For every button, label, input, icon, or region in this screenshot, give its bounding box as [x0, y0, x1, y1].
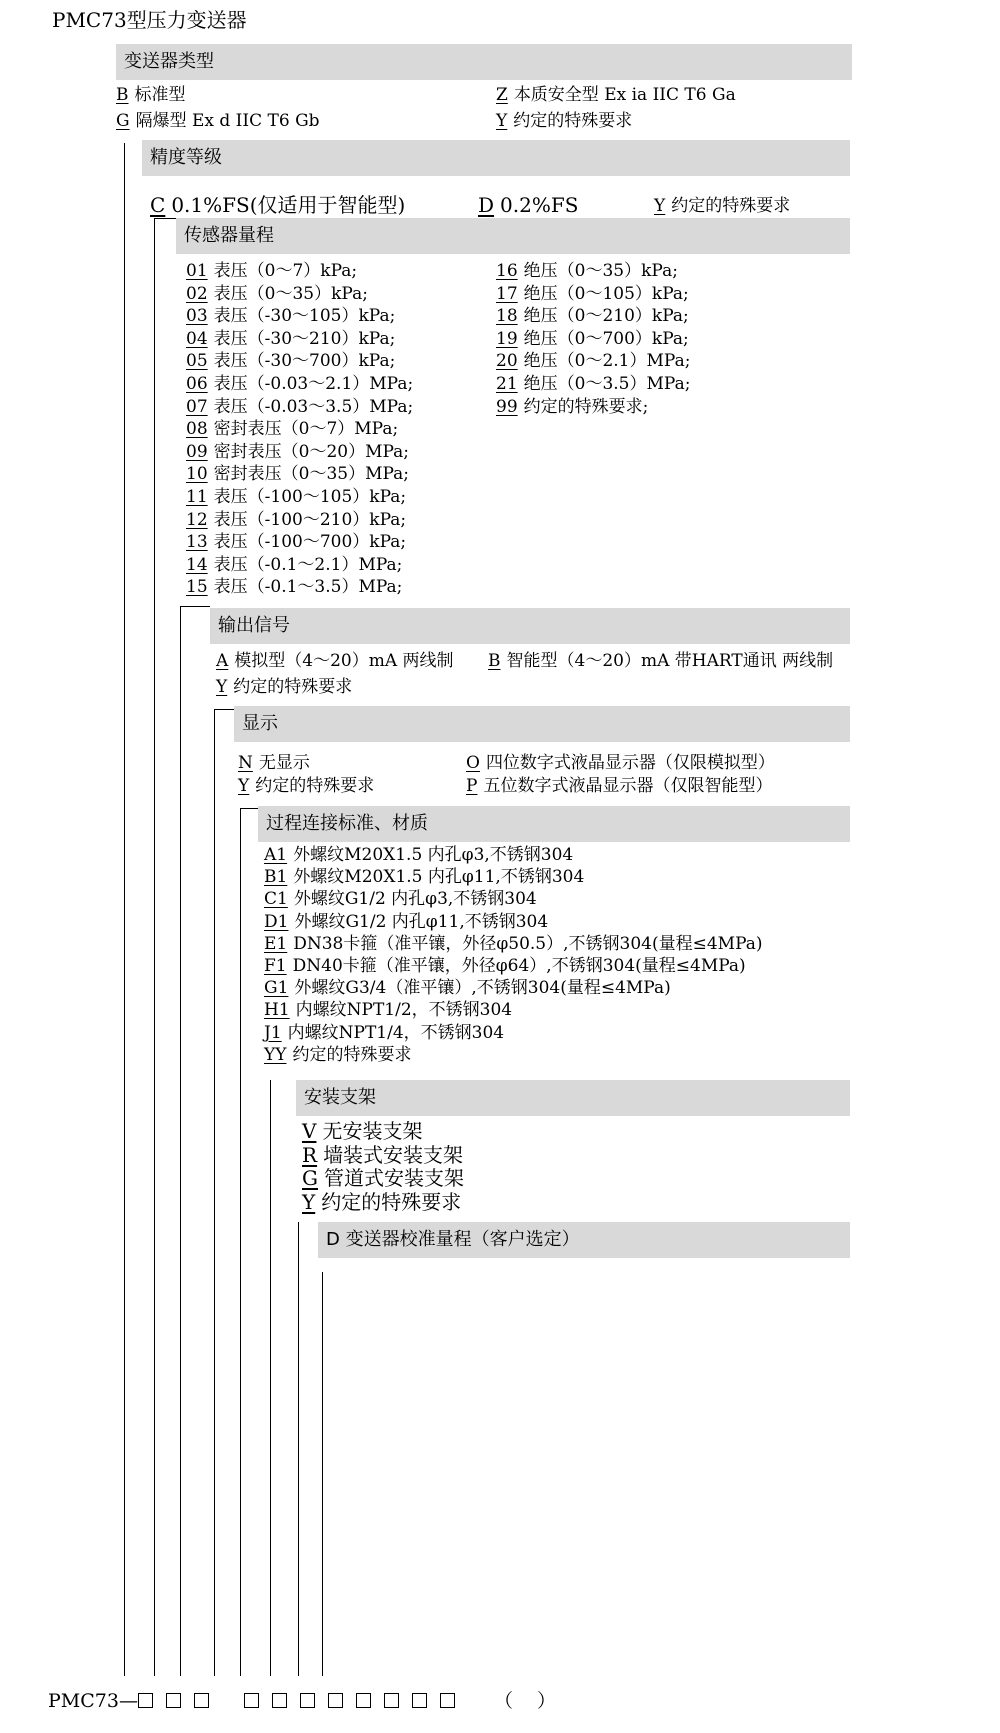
slot-box: [166, 1693, 181, 1708]
option-display-y: [238, 774, 374, 798]
option-code: 02: [186, 283, 208, 304]
option-code: P: [466, 776, 478, 796]
option-code: 03: [186, 306, 208, 327]
option-code: E1: [264, 933, 288, 954]
option-text: 密封表压（0～20）MPa;: [213, 441, 410, 462]
option-text: 绝压（0～105）kPa;: [523, 283, 689, 304]
option-text: 表压（-100～105）kPa;: [213, 487, 407, 507]
option-code: B: [488, 651, 501, 671]
option-text: 外螺纹G3/4（准平镶）,不锈钢304(量程≤4MPa): [294, 978, 671, 999]
option-text: 本质安全型 Ex ia IIC T6 Ga: [513, 85, 736, 105]
list-item: [186, 575, 402, 599]
option-text: 密封表压（0～35）MPa;: [213, 464, 410, 485]
list-item: [264, 843, 573, 867]
option-code: Y: [496, 111, 508, 131]
tree-branch-output: [214, 709, 234, 710]
tree-line-accuracy: [154, 218, 155, 1676]
list-item: [186, 530, 406, 554]
list-item: [186, 462, 409, 486]
option-code: Z: [496, 85, 508, 105]
option-code: 13: [186, 532, 208, 553]
option-code: G1: [264, 978, 289, 999]
option-text: 约定的特殊要求: [292, 1044, 412, 1065]
option-code: G: [116, 111, 130, 131]
slot-box: [440, 1693, 455, 1708]
list-item: [302, 1189, 461, 1215]
section-header-connection: 过程连接标准、材质: [258, 806, 850, 842]
option-text: 内螺纹NPT1/4，不锈钢304: [287, 1022, 505, 1043]
slot-box: [138, 1693, 153, 1708]
option-text: 无安装支架: [322, 1119, 423, 1143]
option-code: 06: [186, 374, 208, 394]
section-header-calibration: D 变送器校准量程（客户选定）: [318, 1222, 850, 1258]
option-text: 绝压（0～35）kPa;: [523, 261, 678, 281]
list-item: [496, 395, 648, 419]
option-code: YY: [264, 1044, 287, 1065]
option-text: 外螺纹G1/2 内孔φ11,不锈钢304: [294, 911, 549, 932]
list-item: [186, 282, 368, 306]
option-text: 表压（-100～210）kPa;: [213, 509, 407, 530]
option-display-o: [466, 751, 775, 775]
tree-line-range: [180, 606, 181, 1676]
list-item: [302, 1165, 464, 1191]
option-text: 绝压（0～700）kPa;: [523, 328, 689, 349]
section-header-type: 变送器类型: [116, 44, 852, 80]
option-text: 墙装式安装支架: [323, 1142, 464, 1167]
option-text: 表压（0～7）kPa;: [213, 261, 358, 281]
option-text: 五位数字式液晶显示器（仅限智能型）: [483, 776, 773, 796]
option-text: 表压（-100～700）kPa;: [213, 532, 407, 553]
option-code: 08: [186, 419, 208, 440]
option-code: 04: [186, 328, 208, 349]
slot-box: [300, 1693, 315, 1708]
list-item: [302, 1118, 422, 1144]
option-text: 表压（-30～700）kPa;: [213, 351, 396, 372]
option-text: 外螺纹M20X1.5 内孔φ11,不锈钢304: [293, 867, 585, 888]
list-item: [496, 282, 689, 306]
list-item: [496, 304, 689, 328]
option-text: 绝压（0～2.1）MPa;: [523, 351, 691, 372]
option-code: O: [466, 753, 480, 773]
option-code: 19: [496, 328, 518, 349]
section-header-range: 传感器量程: [176, 218, 850, 254]
section-header-accuracy: 精度等级: [142, 140, 850, 176]
option-output-y: [216, 675, 352, 699]
option-text: 表压（-0.03～2.1）MPa;: [213, 374, 414, 394]
list-item: [264, 1021, 504, 1045]
tree-branch-range: [180, 606, 210, 607]
option-code: R: [302, 1142, 318, 1167]
option-text: 约定的特殊要求: [321, 1189, 462, 1214]
option-code: 17: [496, 283, 518, 304]
option-output-b: [488, 649, 833, 673]
option-text: 绝压（0～210）kPa;: [523, 306, 689, 327]
option-code: 05: [186, 351, 208, 372]
option-text: DN38卡箍（准平镶，外径φ50.5）,不锈钢304(量程≤4MPa): [293, 933, 763, 954]
option-text: 绝压（0～3.5）MPa;: [523, 374, 691, 394]
option-text: 外螺纹G1/2 内孔φ3,不锈钢304: [293, 889, 537, 910]
list-item: [264, 954, 746, 978]
option-text: 四位数字式液晶显示器（仅限模拟型）: [485, 753, 775, 773]
option-code: 18: [496, 306, 518, 327]
option-text: 0.1%FS(仅适用于智能型): [171, 193, 406, 217]
option-code: Y: [302, 1189, 316, 1214]
option-code: 21: [496, 374, 518, 394]
option-accuracy-c: [150, 192, 405, 218]
option-code: 11: [186, 487, 208, 507]
option-text: 外螺纹M20X1.5 内孔φ3,不锈钢304: [293, 845, 574, 865]
option-code: D1: [264, 911, 289, 932]
option-text: 模拟型（4～20）mA 两线制: [234, 651, 454, 671]
option-text: 约定的特殊要求: [233, 677, 353, 697]
slot-box: [384, 1693, 399, 1708]
option-text: 约定的特殊要求;: [523, 396, 649, 417]
option-text: 隔爆型 Ex d IIC T6 Gb: [135, 111, 320, 131]
option-type-b: [116, 83, 186, 107]
list-item: [186, 259, 357, 283]
list-item: [264, 976, 671, 1000]
option-code: 16: [496, 261, 518, 281]
slot-box: [412, 1693, 427, 1708]
option-code: C1: [264, 889, 288, 910]
option-code: F1: [264, 956, 287, 976]
option-text: 表压（-0.1～2.1）MPa;: [213, 554, 403, 575]
list-item: [264, 932, 763, 956]
list-item: [264, 1043, 411, 1067]
section-header-bracket: 安装支架: [296, 1080, 850, 1116]
option-display-n: [238, 751, 310, 775]
list-item: [496, 259, 678, 283]
order-code: [48, 1686, 556, 1713]
option-code: 09: [186, 441, 208, 462]
tree-line-calibration: [322, 1272, 323, 1676]
option-type-y: [496, 109, 632, 133]
list-item: [186, 508, 406, 532]
option-code: Y: [238, 776, 250, 796]
option-text: 标准型: [134, 85, 186, 105]
option-code: 14: [186, 554, 208, 575]
option-code: Y: [216, 677, 228, 697]
list-item: [186, 349, 395, 373]
option-text: 无显示: [258, 753, 310, 773]
list-item: [186, 372, 413, 396]
order-code-prefix: PMC73—: [48, 1690, 138, 1712]
option-text: 表压（0～35）kPa;: [213, 283, 368, 304]
option-code: 10: [186, 464, 208, 485]
slot-box: [272, 1693, 287, 1708]
option-code: A: [216, 651, 229, 671]
option-text: DN40卡箍（准平镶，外径φ64）,不锈钢304(量程≤4MPa): [292, 956, 746, 976]
option-code: N: [238, 753, 253, 773]
option-code: C: [150, 193, 166, 217]
option-text: 约定的特殊要求: [513, 111, 633, 131]
option-code: 12: [186, 509, 208, 530]
option-code: A1: [264, 845, 288, 865]
list-item: [186, 417, 398, 441]
option-code: J1: [264, 1022, 282, 1043]
list-item: [496, 349, 690, 373]
list-item: [186, 440, 409, 464]
option-accuracy-d: [478, 192, 578, 218]
option-text: 0.2%FS: [500, 193, 579, 217]
option-text: 内螺纹NPT1/2，不锈钢304: [295, 1000, 513, 1021]
slot-box: [194, 1693, 209, 1708]
slot-box: [244, 1693, 259, 1708]
option-text: 表压（-30～210）kPa;: [213, 328, 396, 349]
option-type-z: [496, 83, 736, 107]
tree-line-type: [124, 143, 125, 1676]
option-text: 约定的特殊要求: [255, 776, 375, 796]
list-item: [186, 304, 395, 328]
slot-box: [328, 1693, 343, 1708]
calibration-open-paren: （: [493, 1690, 513, 1712]
list-item: [186, 395, 413, 419]
list-item: [264, 998, 512, 1022]
option-display-p: [466, 774, 772, 798]
section-header-output: 输出信号: [210, 608, 850, 644]
option-type-g: [116, 109, 320, 133]
section-header-display: 显示: [234, 706, 850, 742]
tree-line-connection: [270, 1080, 271, 1676]
option-code: G: [302, 1166, 318, 1190]
option-output-a: [216, 649, 454, 673]
page-title: PMC73型压力变送器: [52, 8, 247, 32]
option-code: 15: [186, 577, 208, 598]
option-code: 07: [186, 396, 208, 417]
option-text: 智能型（4～20）mA 带HART通讯 两线制: [506, 651, 834, 671]
option-code: 01: [186, 261, 208, 281]
tree-branch-display: [240, 808, 258, 809]
option-code: V: [302, 1119, 317, 1143]
list-item: [264, 910, 548, 934]
option-text: 约定的特殊要求: [671, 196, 791, 216]
option-code: H1: [264, 1000, 290, 1021]
list-item: [302, 1142, 463, 1168]
option-text: 管道式安装支架: [323, 1166, 464, 1190]
option-text: 表压（-0.03～3.5）MPa;: [213, 396, 414, 417]
list-item: [264, 887, 537, 911]
option-code: Y: [654, 196, 666, 216]
option-code: 99: [496, 396, 518, 417]
list-item: [186, 553, 402, 577]
option-code: B: [116, 85, 129, 105]
tree-line-output: [214, 709, 215, 1676]
option-text: 表压（-30～105）kPa;: [213, 306, 396, 327]
tree-branch-accuracy: [154, 218, 176, 219]
slot-box: [356, 1693, 371, 1708]
list-item: [186, 485, 406, 509]
option-code: 20: [496, 351, 518, 372]
option-accuracy-y: [654, 194, 790, 218]
option-code: B1: [264, 867, 288, 888]
tree-line-display: [240, 808, 241, 1676]
list-item: [496, 327, 689, 351]
list-item: [186, 327, 395, 351]
list-item: [496, 372, 690, 396]
calibration-close-paren: ）: [536, 1690, 556, 1712]
list-item: [264, 865, 584, 889]
option-text: 密封表压（0～7）MPa;: [213, 419, 399, 440]
option-code: D: [478, 193, 495, 217]
option-text: 表压（-0.1～3.5）MPa;: [213, 577, 403, 598]
tree-line-bracket: [298, 1222, 299, 1676]
